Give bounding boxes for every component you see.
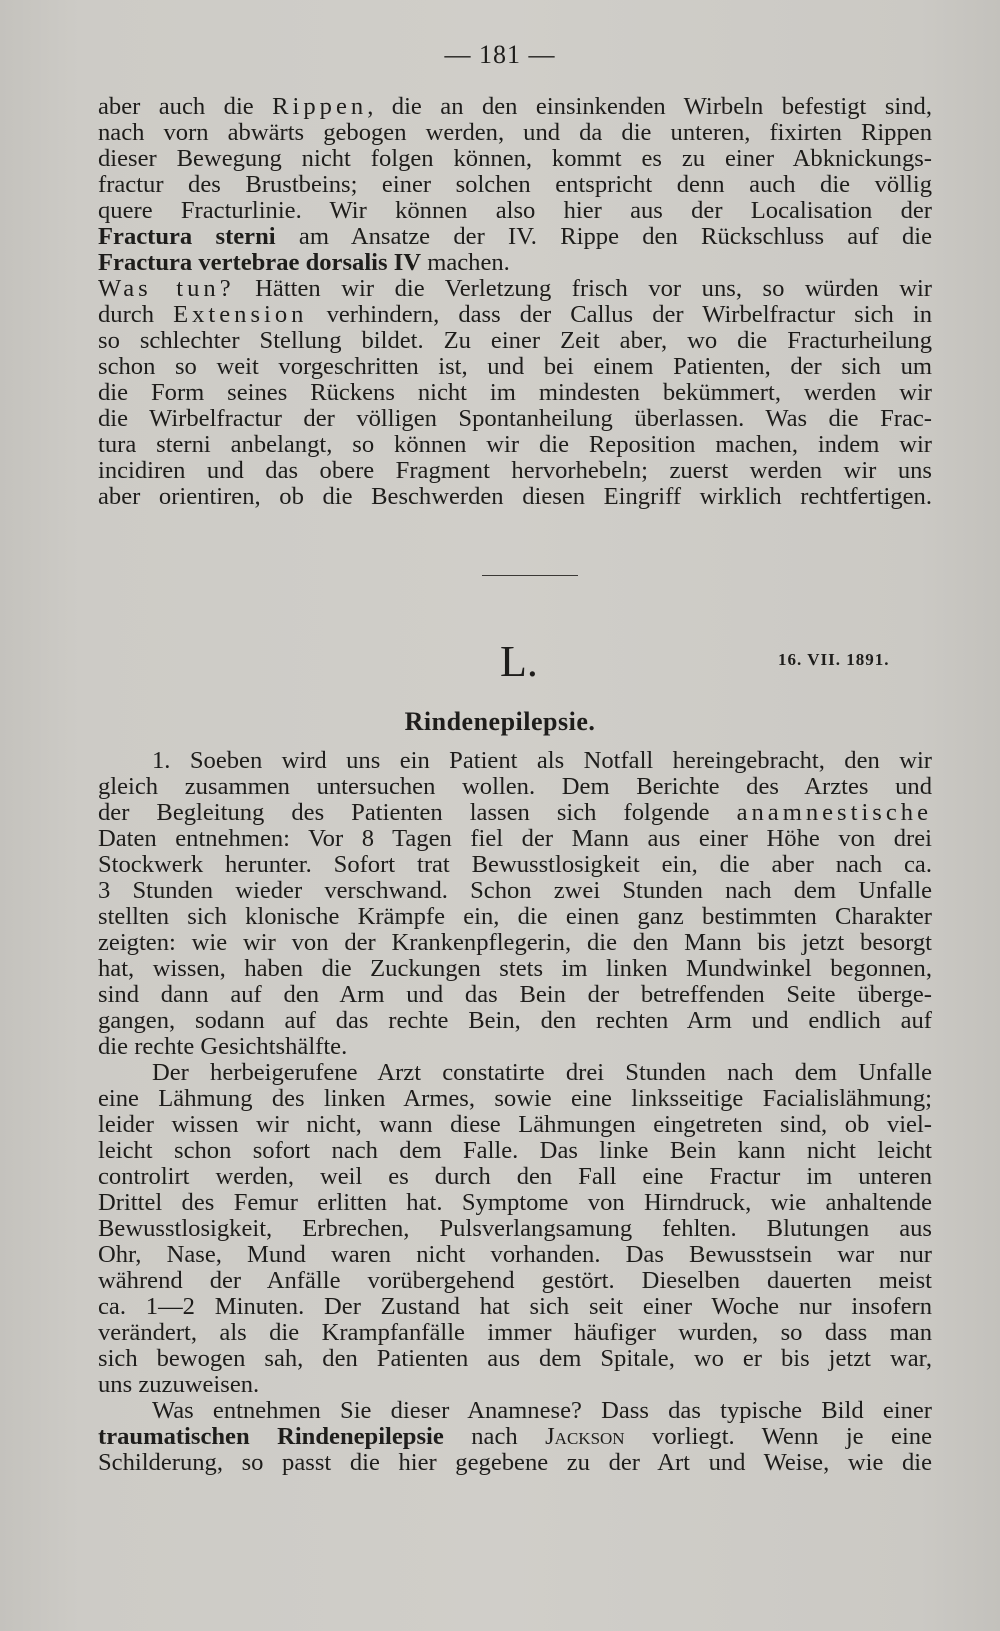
lecture-letter: L.	[500, 637, 538, 686]
text-span: verhindern, dass der Callus der Wirbelfractur sich in	[326, 302, 932, 328]
text-line: Daten entnehmen: Vor 8 Tagen fiel der Mann aus einer Höhe von drei	[98, 826, 932, 852]
text-line: verändert, als die Krampfanfälle immer häufiger wurden, so dass man	[98, 1320, 932, 1346]
text-line: nach vorn abwärts gebogen werden, und da die unteren, fixirten Rippen	[98, 120, 932, 146]
text-span: der Begleitung des Patienten lassen sich folgende	[98, 800, 710, 826]
text-line: quere Fracturlinie. Wir können also hier aus der Localisation der	[98, 198, 932, 224]
text-line: ca. 1—2 Minuten. Der Zustand hat sich seit einer Woche nur insofern	[98, 1294, 932, 1320]
text-line: Schilderung, so passt die hier gegebene zu der Art und Weise, wie die	[98, 1450, 932, 1476]
paragraph-spinal-fracture	[98, 94, 932, 510]
text-line: Der herbeigerufene Arzt constatirte drei Stunden nach dem Unfalle	[152, 1060, 932, 1086]
section-divider	[482, 575, 578, 576]
text-line: eine Lähmung des linken Armes, sowie eine linksseitige Facialislähmung;	[98, 1086, 932, 1112]
text-line: Ohr, Nase, Mund waren nicht vorhanden. Das Bewusstsein war nur	[98, 1242, 932, 1268]
spaced-term: Rippen	[272, 94, 368, 120]
spaced-term: Extension	[173, 302, 308, 328]
paragraph-case-history	[98, 748, 932, 1476]
text-line	[98, 302, 932, 328]
text-line: Stockwerk herunter. Sofort trat Bewusstlosigkeit ein, die aber nach ca.	[98, 852, 932, 878]
text-line: hat, wissen, haben die Zuckungen stets im linken Mundwinkel begonnen,	[98, 956, 932, 982]
text-span: vorliegt. Wenn je eine	[652, 1424, 932, 1450]
text-line	[98, 94, 932, 120]
text-line: so schlechter Stellung bildet. Zu einer Zeit aber, wo die Fracturheilung	[98, 328, 932, 354]
text-span: machen.	[427, 250, 510, 276]
text-line: die Form seines Rückens nicht im mindesten bekümmert, werden wir	[98, 380, 932, 406]
text-span: Hätten wir die Verletzung frisch vor uns, so würden wir	[255, 276, 932, 302]
text-span: am Ansatze der IV. Rippe den Rückschluss auf die	[298, 224, 932, 250]
text-line: gangen, sodann auf das rechte Bein, den rechten Arm und endlich auf	[98, 1008, 932, 1034]
text-line	[98, 800, 932, 826]
text-line: leider wissen wir nicht, wann diese Lähmungen eingetreten sind, ob viel-	[98, 1112, 932, 1138]
author-name: Jackson	[545, 1424, 625, 1450]
bold-term: Fractura vertebrae dorsalis IV	[98, 250, 422, 276]
text-line: gleich zusammen untersuchen wollen. Dem Berichte des Arztes und	[98, 774, 932, 800]
text-line: tura sterni anbelangt, so können wir die Reposition machen, indem wir	[98, 432, 932, 458]
text-line: leicht schon sofort nach dem Falle. Das linke Bein kann nicht leicht	[98, 1138, 932, 1164]
spaced-term: Was tun?	[98, 276, 235, 302]
section-title: Rindenepilepsie.	[404, 707, 596, 736]
text-line: Was entnehmen Sie dieser Anamnese? Dass das typische Bild einer	[152, 1398, 932, 1424]
text-span: aber auch die	[98, 94, 254, 120]
text-line	[98, 250, 932, 276]
text-line	[98, 1424, 932, 1450]
text-line: Bewusstlosigkeit, Erbrechen, Pulsverlangsamung fehlten. Blutungen aus	[98, 1216, 932, 1242]
bold-term: traumatischen Rindenepilepsie	[98, 1424, 444, 1450]
text-line: uns zuzuweisen.	[98, 1372, 260, 1398]
spaced-term: anamnestische	[736, 800, 932, 826]
text-line: zeigten: wie wir von der Krankenpflegerin, die den Mann bis jetzt besorgt	[98, 930, 932, 956]
page-number: — 181 —	[444, 40, 556, 69]
text-line: incidiren und das obere Fragment hervorhebeln; zuerst werden wir uns	[98, 458, 932, 484]
text-line: sind dann auf den Arm und das Bein der betreffenden Seite überge-	[98, 982, 932, 1008]
text-line: während der Anfälle vorübergehend gestört. Dieselben dauerten meist	[98, 1268, 932, 1294]
text-line: schon so weit vorgeschritten ist, und bei einem Patienten, der sich um	[98, 354, 932, 380]
text-line: die Wirbelfractur der völligen Spontanheilung überlassen. Was die Frac-	[98, 406, 932, 432]
text-line: die rechte Gesichtshälfte.	[98, 1034, 348, 1060]
text-span: durch	[98, 302, 154, 328]
text-line: aber orientiren, ob die Beschwerden diesen Eingriff wirklich rechtfertigen.	[98, 484, 932, 510]
text-line: fractur des Brustbeins; einer solchen entspricht denn auch die völlig	[98, 172, 932, 198]
text-line: 1. Soeben wird uns ein Patient als Notfall hereingebracht, den wir	[152, 748, 932, 774]
text-line: sich bewogen sah, den Patienten aus dem Spitale, wo er bis jetzt war,	[98, 1346, 932, 1372]
text-line: stellten sich klonische Krämpfe ein, die einen ganz bestimmten Charakter	[98, 904, 932, 930]
text-line: controlirt werden, weil es durch den Fall eine Fractur im unteren	[98, 1164, 932, 1190]
text-line: 3 Stunden wieder verschwand. Schon zwei Stunden nach dem Unfalle	[98, 878, 932, 904]
text-line: dieser Bewegung nicht folgen können, kommt es zu einer Abknickungs-	[98, 146, 932, 172]
text-line	[98, 224, 932, 250]
lecture-date: 16. VII. 1891.	[778, 650, 890, 669]
text-line: Drittel des Femur erlitten hat. Symptome von Hirndruck, wie anhaltende	[98, 1190, 932, 1216]
bold-term: Fractura sterni	[98, 224, 276, 250]
text-line	[98, 276, 932, 302]
text-span: , die an den einsinkenden Wirbeln befestigt sind,	[367, 94, 932, 120]
text-span: nach	[471, 1424, 518, 1450]
